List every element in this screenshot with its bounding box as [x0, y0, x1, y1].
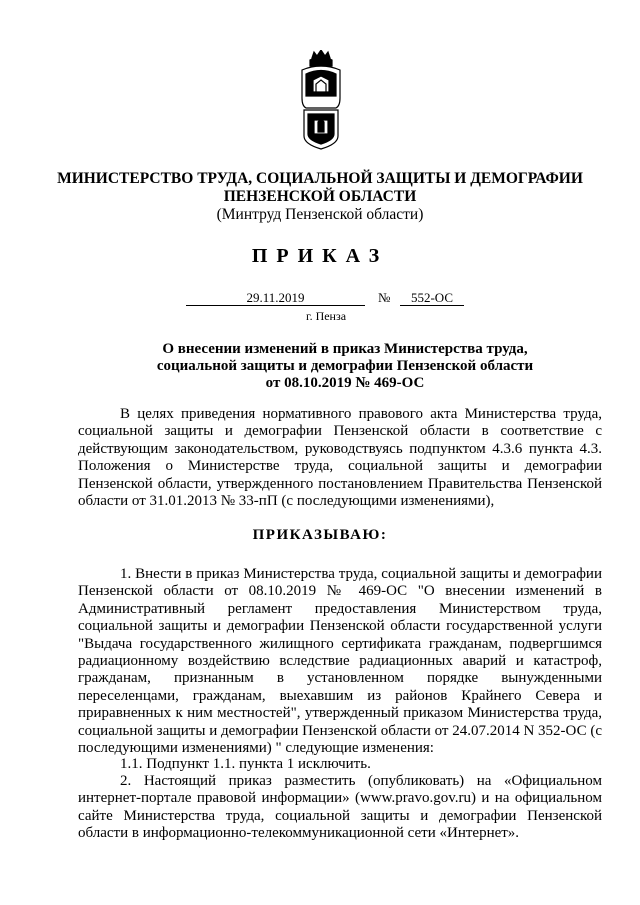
ministry-short-name: (Минтруд Пензенской области): [216, 206, 424, 223]
item-1-paragraph: 1. Внести в приказ Министерства труда, социальной защиты и демографии Пензенской области от 08.10.2019 № 469-ОС "О внесении изменений в Административный регламент предоставления Министерством труда, социальной защиты и демографии Пензенской области государственной услуги "Выдача государственного жилищного сертификата гражданам, подвергшимся радиационному воздействию вследствие радиационных аварий и катастроф, гражданам, признанным в установленном порядке вынужденными переселенцами, гражданам, выехавшим из районов Крайнего Севера и приравненных к ним местностей", утвержденный приказом Министерства труда, социальной защиты и демографии Пензенской области от 24.07.2014 N 352-ОС (с последующими изменениями) " следующие изменения:: [78, 566, 602, 757]
order-number: 552-ОС: [400, 290, 464, 306]
preamble-paragraph: В целях приведения нормативного правового акта Министерства труда, социальной защиты и демографии Пензенской области в соответствие с действующим законодательством, руководствуясь подпунктом 4.3.6 пункта 4.3. Положения о Министерстве труда, социальной защиты и демографии Пензенской области, утвержденного постановлением Правительства Пензенской области от 31.01.2013 № 33-пП (с последующими изменениями),: [78, 406, 602, 510]
coat-of-arms-icon: [298, 50, 344, 150]
order-directive-heading: ПРИКАЗЫВАЮ:: [252, 527, 388, 543]
ministry-name-line1: МИНИСТЕРСТВО ТРУДА, СОЦИАЛЬНОЙ ЗАЩИТЫ И ДЕМОГРАФИИ: [57, 170, 583, 187]
order-date: 29.11.2019: [186, 290, 365, 306]
city-label: г. Пенза: [306, 309, 347, 323]
order-subject-title: [150, 341, 540, 392]
item-2-paragraph: 2. Настоящий приказ разместить (опубликовать) на «Официальном интернет-портале правовой информации» (www.pravo.gov.ru) и на официальном сайте Министерства труда, социальной защиты и демографии Пензенской области в информационно-телекоммуникационной сети «Интернет».: [78, 773, 602, 842]
number-sign: №: [378, 290, 391, 305]
item-1-1-paragraph: 1.1. Подпункт 1.1. пункта 1 исключить.: [120, 756, 371, 772]
ministry-name-line2: ПЕНЗЕНСКОЙ ОБЛАСТИ: [223, 188, 417, 205]
document-type-title: ПРИКАЗ: [251, 245, 389, 267]
date-number-line: [186, 290, 486, 308]
subject-line3: от 08.10.2019 № 469-ОС: [265, 375, 425, 391]
subject-line1: О внесении изменений в приказ Министерства труда,: [162, 341, 528, 357]
subject-line2: социальной защиты и демографии Пензенской области: [156, 358, 534, 374]
